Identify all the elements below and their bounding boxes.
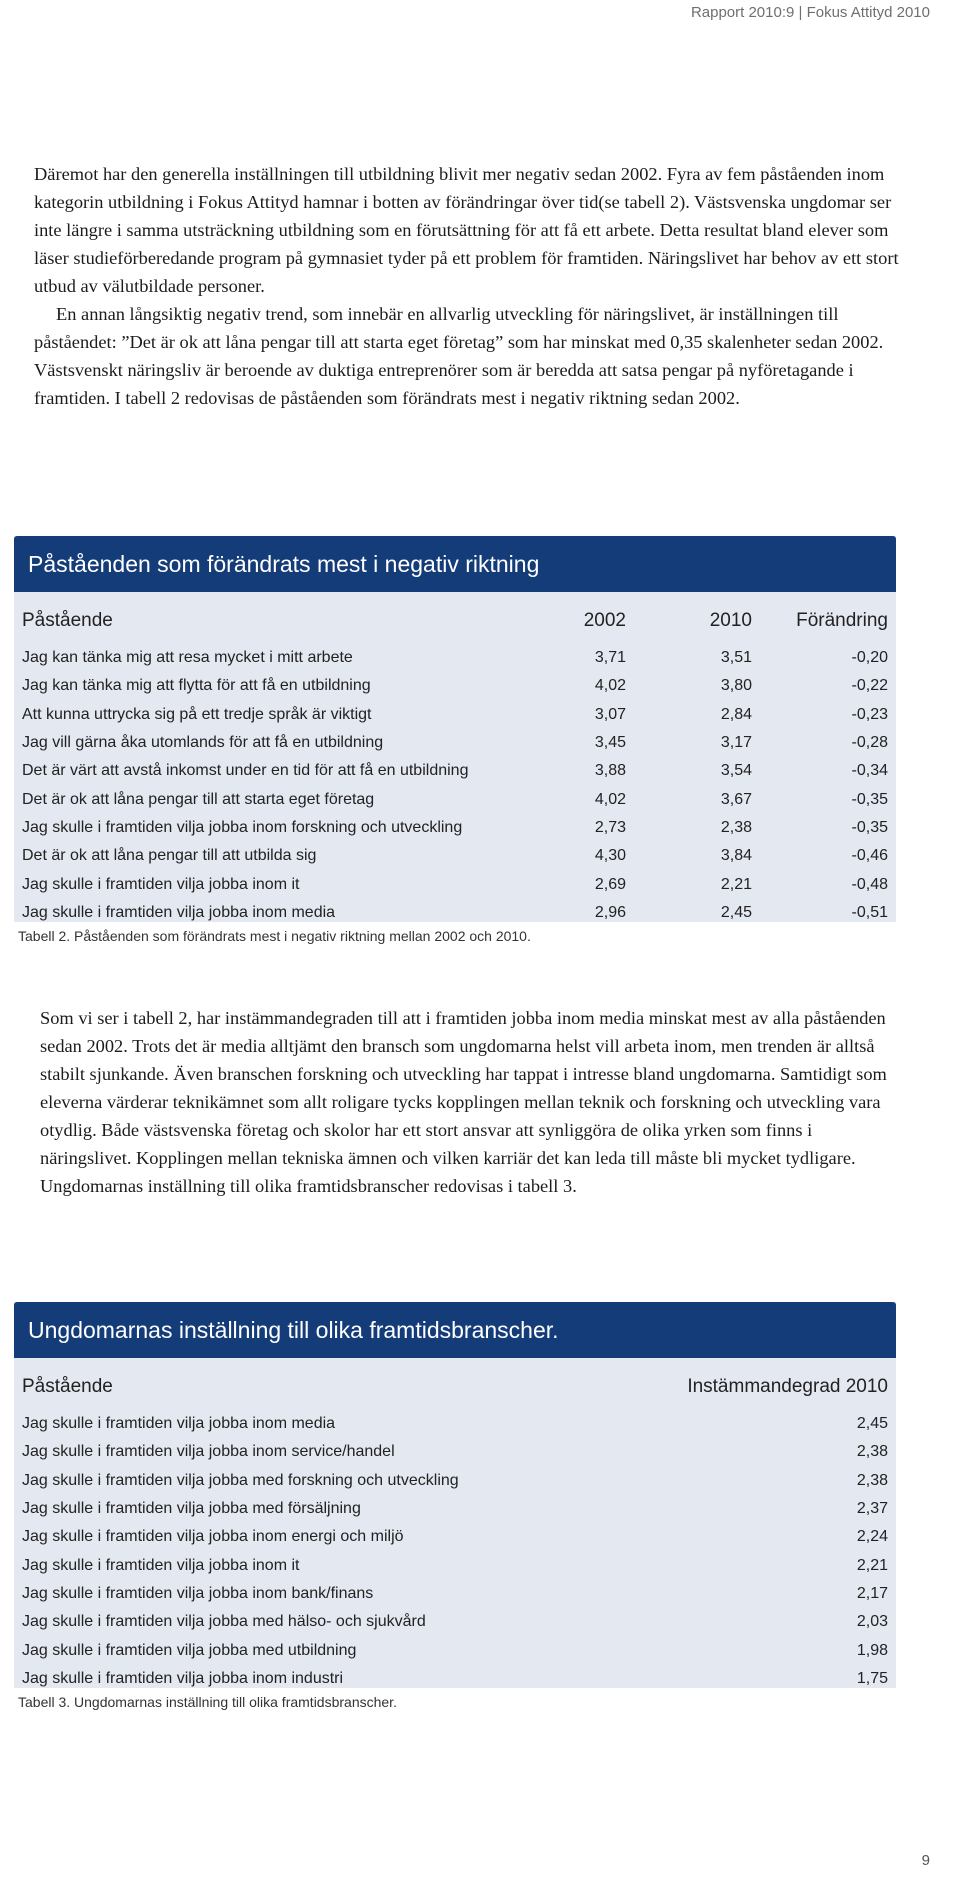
change-cell: -0,28 xyxy=(851,734,888,752)
statement-cell: Jag skulle i framtiden vilja jobba inom bank/finans xyxy=(22,1584,374,1602)
middle-text xyxy=(40,1004,906,1200)
value-2002-cell: 4,02 xyxy=(594,790,626,808)
value-2002-cell: 3,07 xyxy=(594,705,626,723)
table-row xyxy=(14,1467,896,1495)
table-row xyxy=(14,1523,896,1551)
statement-cell: Jag skulle i framtiden vilja jobba inom forskning och utveckling xyxy=(22,818,463,836)
change-cell: -0,35 xyxy=(851,818,888,836)
intro-text xyxy=(34,160,906,412)
change-cell: -0,35 xyxy=(851,790,888,808)
table-2-caption: Tabell 2. Påståenden som förändrats mest i negativ riktning mellan 2002 och 2010. xyxy=(18,928,531,944)
agreement-cell: 2,37 xyxy=(856,1500,888,1518)
value-2002-cell: 2,96 xyxy=(594,903,626,921)
statement-cell: Jag skulle i framtiden vilja jobba inom energi och miljö xyxy=(22,1528,404,1546)
statement-cell: Det är värt att avstå inkomst under en tid för att få en utbildning xyxy=(22,762,469,780)
statement-cell: Jag skulle i framtiden vilja jobba med försäljning xyxy=(22,1500,361,1518)
table-3-title: Ungdomarnas inställning till olika framtidsbranscher. xyxy=(28,1317,559,1343)
statement-cell: Jag kan tänka mig att flytta för att få en utbildning xyxy=(22,677,371,695)
table-2-col-statement: Påstående xyxy=(22,610,113,631)
change-cell: -0,22 xyxy=(851,677,888,695)
agreement-cell: 2,03 xyxy=(856,1613,888,1631)
change-cell: -0,23 xyxy=(851,705,888,723)
statement-cell: Det är ok att låna pengar till att utbilda sig xyxy=(22,847,317,865)
value-2002-cell: 2,69 xyxy=(594,875,626,893)
table-2-box xyxy=(14,536,896,922)
statement-cell: Jag skulle i framtiden vilja jobba inom media xyxy=(22,903,336,921)
table-3-col-statement: Påstående xyxy=(22,1376,113,1397)
change-cell: -0,51 xyxy=(851,903,888,921)
table-row xyxy=(14,842,896,870)
value-2010-cell: 3,54 xyxy=(720,762,752,780)
table-3-caption: Tabell 3. Ungdomarnas inställning till olika framtidsbranscher. xyxy=(18,1694,397,1710)
table-3 xyxy=(14,1358,896,1693)
value-2002-cell: 4,02 xyxy=(594,677,626,695)
value-2010-cell: 2,21 xyxy=(720,875,752,893)
change-cell: -0,34 xyxy=(851,762,888,780)
value-2010-cell: 2,84 xyxy=(720,705,752,723)
statement-cell: Det är ok att låna pengar till att starta eget företag xyxy=(22,790,375,808)
table-row xyxy=(14,701,896,729)
table-row xyxy=(14,644,896,672)
table-3-header-row xyxy=(14,1358,896,1410)
value-2002-cell: 3,45 xyxy=(594,734,626,752)
table-row xyxy=(14,757,896,785)
statement-cell: Jag skulle i framtiden vilja jobba med hälso- och sjukvård xyxy=(22,1613,426,1631)
table-2-col-change: Förändring xyxy=(796,610,888,631)
change-cell: -0,46 xyxy=(851,847,888,865)
statement-cell: Jag kan tänka mig att resa mycket i mitt arbete xyxy=(22,649,353,667)
table-2-col-2002: 2002 xyxy=(583,610,626,631)
table-2 xyxy=(14,592,896,927)
value-2002-cell: 2,73 xyxy=(594,818,626,836)
intro-paragraph-2: En annan långsiktig negativ trend, som innebär en allvarlig utveckling för näringslivet, är inställningen till påståendet: ”Det är ok att låna pengar till att starta eget företag” som har minskat med 0,35 skalenheter sedan 2002. Västsvenskt näringsliv är beroende av duktiga entreprenörer som är beredda att satsa pengar på nyföretagande i framtiden. I tabell 2 redovisas de påståenden som förändrats mest i negativ riktning sedan 2002. xyxy=(34,304,884,408)
statement-cell: Jag skulle i framtiden vilja jobba inom media xyxy=(22,1415,336,1433)
table-2-col-2010: 2010 xyxy=(709,610,752,631)
value-2010-cell: 3,17 xyxy=(720,734,752,752)
table-row xyxy=(14,1665,896,1693)
value-2002-cell: 4,30 xyxy=(594,847,626,865)
table-row xyxy=(14,785,896,813)
value-2010-cell: 2,38 xyxy=(720,818,752,836)
table-3-col-agreement: Instämmandegrad 2010 xyxy=(687,1376,888,1397)
statement-cell: Att kunna uttrycka sig på ett tredje språk är viktigt xyxy=(22,705,372,723)
table-row xyxy=(14,1636,896,1664)
value-2010-cell: 3,67 xyxy=(720,790,752,808)
table-row xyxy=(14,1608,896,1636)
statement-cell: Jag skulle i framtiden vilja jobba inom it xyxy=(22,1556,300,1574)
agreement-cell: 2,38 xyxy=(856,1443,888,1461)
agreement-cell: 2,45 xyxy=(856,1415,888,1433)
agreement-cell: 1,75 xyxy=(856,1669,888,1687)
agreement-cell: 2,21 xyxy=(856,1556,888,1574)
table-row xyxy=(14,1495,896,1523)
table-row xyxy=(14,1410,896,1438)
agreement-cell: 2,38 xyxy=(856,1471,888,1489)
agreement-cell: 2,17 xyxy=(856,1584,888,1602)
statement-cell: Jag skulle i framtiden vilja jobba inom industri xyxy=(22,1669,344,1687)
agreement-cell: 1,98 xyxy=(856,1641,888,1659)
statement-cell: Jag skulle i framtiden vilja jobba inom it xyxy=(22,875,300,893)
value-2010-cell: 2,45 xyxy=(720,903,752,921)
table-row xyxy=(14,814,896,842)
table-row xyxy=(14,899,896,927)
table-2-header-row xyxy=(14,592,896,644)
table-2-title: Påståenden som förändrats mest i negativ riktning xyxy=(28,551,540,577)
table-row xyxy=(14,1580,896,1608)
statement-cell: Jag skulle i framtiden vilja jobba inom service/handel xyxy=(22,1443,395,1461)
value-2002-cell: 3,71 xyxy=(594,649,626,667)
value-2002-cell: 3,88 xyxy=(594,762,626,780)
table-2-title-bar xyxy=(14,536,896,592)
table-row xyxy=(14,729,896,757)
agreement-cell: 2,24 xyxy=(856,1528,888,1546)
table-row xyxy=(14,672,896,700)
value-2010-cell: 3,51 xyxy=(720,649,752,667)
page-number: 9 xyxy=(921,1852,930,1869)
middle-paragraph-1: Som vi ser i tabell 2, har instämmandegraden till att i framtiden jobba inom media minskat mest av alla påståenden sedan 2002. Trots det är media alltjämt den bransch som ungdomarna helst vill arbeta inom, men trenden är alltså stabilt sjunkande. Även branschen forskning och utveckling har tappat i intresse bland ungdomarna. Samtidigt som eleverna värderar teknikämnet som allt roligare tycks kopplingen mellan teknik och forskning och utveckling vara otydlig. Både västsvenska företag och skolor har ett stort ansvar att synliggöra de olika yrken som finns i näringslivet. Kopplingen mellan tekniska ämnen och vilken karriär det kan leda till måste bli mycket tydligare. Ungdomarnas inställning till olika framtidsbranscher redovisas i tabell 3. xyxy=(40,1008,887,1196)
statement-cell: Jag vill gärna åka utomlands för att få en utbildning xyxy=(22,734,384,752)
change-cell: -0,20 xyxy=(851,649,888,667)
value-2010-cell: 3,80 xyxy=(720,677,752,695)
intro-paragraph-1: Däremot har den generella inställningen till utbildning blivit mer negativ sedan 2002. Fyra av fem påståenden inom kategorin utbildning i Fokus Attityd hamnar i botten av förändringar över tid(se tabell 2). Västsvenska ungdomar ser inte längre i samma utsträckning utbildning som en förutsättning för att få ett arbete. Detta resultat bland elever som läser studieförberedande program på gymnasiet tyder på ett problem för framtiden. Näringslivet har behov av ett stort utbud av välutbildade personer. xyxy=(34,164,899,296)
table-row xyxy=(14,870,896,898)
change-cell: -0,48 xyxy=(851,875,888,893)
value-2010-cell: 3,84 xyxy=(720,847,752,865)
table-row xyxy=(14,1551,896,1579)
table-3-box xyxy=(14,1302,896,1688)
table-3-title-bar xyxy=(14,1302,896,1358)
statement-cell: Jag skulle i framtiden vilja jobba med utbildning xyxy=(22,1641,357,1659)
table-row xyxy=(14,1438,896,1466)
running-header: Rapport 2010:9 | Fokus Attityd 2010 xyxy=(690,4,930,21)
statement-cell: Jag skulle i framtiden vilja jobba med forskning och utveckling xyxy=(22,1471,459,1489)
